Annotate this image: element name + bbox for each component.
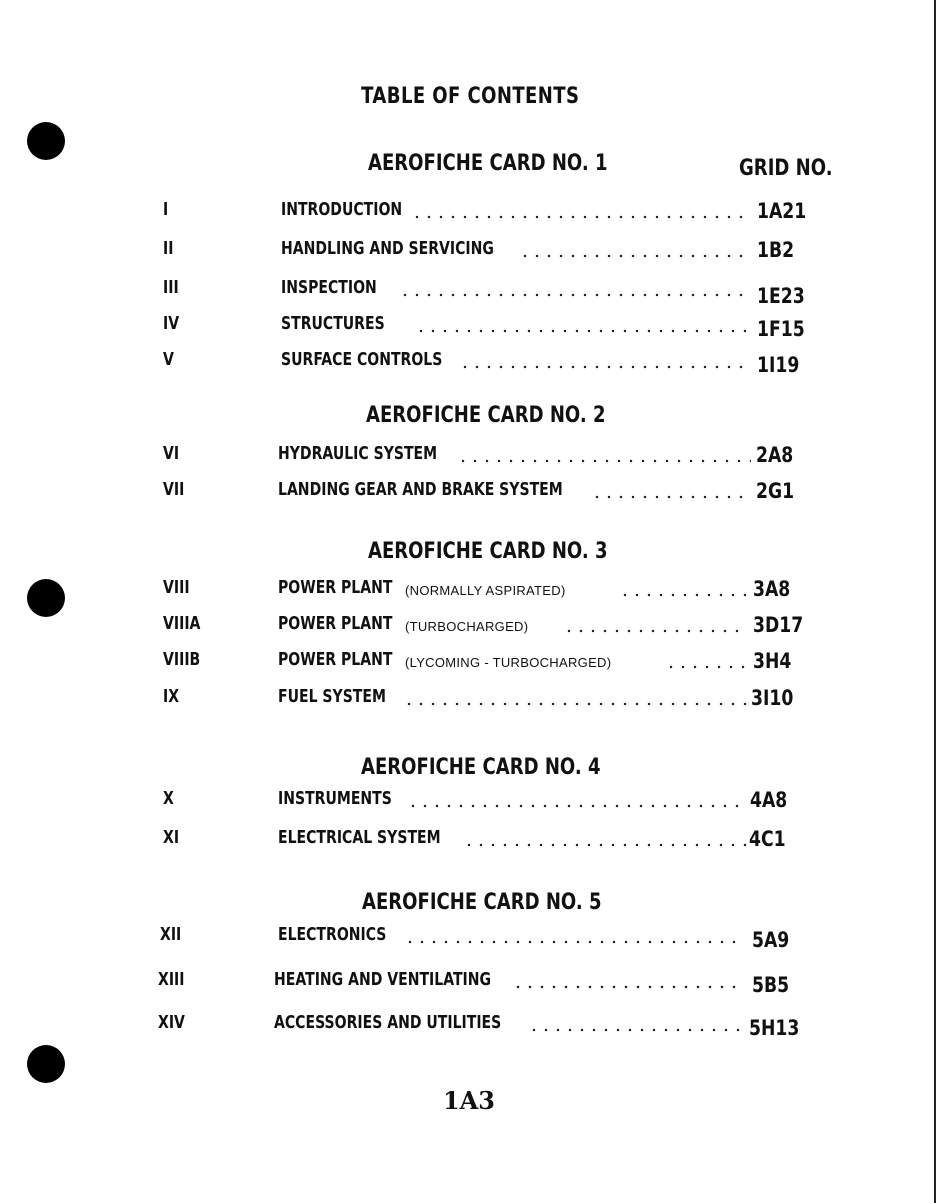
toc-row [163, 349, 813, 379]
section-numeral: III [163, 277, 179, 298]
dot-leader [528, 1028, 742, 1032]
section-title: POWER PLANT [278, 577, 393, 598]
section-numeral: I [163, 199, 169, 220]
section-numeral: XI [163, 827, 180, 848]
section-entry [278, 649, 425, 679]
section-title: HYDRAULIC SYSTEM [278, 443, 438, 464]
dot-leader [415, 329, 751, 333]
toc-row [163, 313, 813, 343]
section-numeral: IV [163, 313, 180, 334]
binder-hole-top [27, 122, 65, 160]
grid-column-header: GRID NO. [739, 156, 833, 181]
page-title: TABLE OF CONTENTS [361, 84, 580, 109]
section-numeral: VIIIA [163, 613, 201, 634]
dot-leader [665, 665, 751, 669]
card-heading-4: AEROFICHE CARD NO. 4 [361, 755, 601, 780]
section-subtitle: (TURBOCHARGED) [405, 619, 529, 634]
dot-leader [404, 940, 740, 944]
section-title: HEATING AND VENTILATING [274, 969, 492, 990]
grid-number: 3I10 [751, 686, 794, 710]
grid-number: 5B5 [752, 973, 790, 997]
grid-number: 3A8 [753, 577, 791, 601]
section-entry [281, 238, 554, 268]
section-title: INSPECTION [281, 277, 377, 298]
binder-hole-middle [27, 579, 65, 617]
section-numeral: VIII [163, 577, 190, 598]
grid-number: 2G1 [756, 479, 795, 503]
card-heading-1: AEROFICHE CARD NO. 1 [368, 151, 608, 176]
grid-number: 4A8 [750, 788, 788, 812]
toc-row [163, 649, 813, 679]
section-title: POWER PLANT [278, 613, 393, 634]
section-title: ELECTRICAL SYSTEM [278, 827, 441, 848]
dot-leader [407, 804, 743, 808]
section-numeral: II [163, 238, 174, 259]
section-title: INSTRUMENTS [278, 788, 392, 809]
section-entry [274, 969, 552, 999]
section-title: LANDING GEAR AND BRAKE SYSTEM [278, 479, 563, 500]
section-numeral: X [163, 788, 174, 809]
section-entry [274, 1012, 565, 1042]
section-title: SURFACE CONTROLS [281, 349, 443, 370]
grid-number: 2A8 [756, 443, 794, 467]
toc-row [158, 1012, 820, 1042]
card-heading-5: AEROFICHE CARD NO. 5 [362, 890, 602, 915]
dot-leader [512, 985, 744, 989]
section-title: STRUCTURES [281, 313, 385, 334]
section-entry [278, 788, 424, 818]
section-entry [278, 443, 482, 473]
section-title: HANDLING AND SERVICING [281, 238, 494, 259]
grid-number: 1E23 [757, 284, 805, 308]
section-entry [281, 313, 414, 343]
dot-leader [457, 459, 751, 463]
grid-number: 1A21 [757, 199, 807, 223]
section-entry [281, 199, 436, 229]
section-title: FUEL SYSTEM [278, 686, 386, 707]
section-entry [278, 479, 643, 509]
toc-row [163, 277, 813, 307]
toc-row [163, 827, 813, 857]
toc-row [163, 443, 813, 473]
section-entry [281, 277, 404, 307]
section-title: POWER PLANT [278, 649, 393, 670]
section-title: ELECTRONICS [278, 924, 387, 945]
toc-row [163, 788, 813, 818]
section-numeral: XII [160, 924, 182, 945]
section-numeral: XIV [158, 1012, 185, 1033]
dot-leader [463, 843, 747, 847]
grid-number: 3H4 [753, 649, 792, 673]
section-title: INTRODUCTION [281, 199, 403, 220]
toc-row [158, 969, 820, 999]
grid-number: 1F15 [757, 317, 805, 341]
dot-leader [591, 495, 751, 499]
dot-leader [399, 293, 751, 297]
section-numeral: XIII [158, 969, 185, 990]
section-entry [281, 349, 488, 379]
dot-leader [403, 702, 749, 706]
section-entry [278, 827, 486, 857]
grid-number: 5A9 [752, 928, 790, 952]
toc-row [163, 686, 813, 716]
grid-number: 3D17 [753, 613, 804, 637]
section-entry [278, 924, 417, 954]
section-numeral: VII [163, 479, 185, 500]
section-subtitle: (NORMALLY ASPIRATED) [405, 583, 566, 598]
card-heading-3: AEROFICHE CARD NO. 3 [368, 539, 608, 564]
dot-leader [519, 254, 751, 258]
page-edge-border [934, 0, 936, 1203]
section-entry [278, 613, 425, 643]
section-numeral: VI [163, 443, 180, 464]
dot-leader [619, 593, 751, 597]
card-heading-2: AEROFICHE CARD NO. 2 [366, 403, 606, 428]
section-subtitle: (LYCOMING - TURBOCHARGED) [405, 655, 612, 670]
section-numeral: V [163, 349, 174, 370]
toc-row [163, 238, 813, 268]
section-numeral: IX [163, 686, 180, 707]
toc-row [163, 613, 813, 643]
grid-number: 1I19 [757, 353, 800, 377]
page-number: 1A3 [442, 1086, 496, 1115]
binder-hole-bottom [27, 1045, 65, 1083]
section-entry [278, 686, 416, 716]
dot-leader [411, 215, 751, 219]
section-title: ACCESSORIES AND UTILITIES [274, 1012, 502, 1033]
grid-number: 1B2 [757, 238, 795, 262]
section-entry [278, 577, 425, 607]
toc-row [163, 577, 813, 607]
toc-row [160, 924, 820, 954]
toc-row [163, 199, 813, 229]
grid-number: 4C1 [749, 827, 786, 851]
grid-number: 5H13 [749, 1016, 800, 1040]
dot-leader [563, 629, 743, 633]
toc-row [163, 479, 813, 509]
section-numeral: VIIIB [163, 649, 201, 670]
dot-leader [459, 365, 751, 369]
